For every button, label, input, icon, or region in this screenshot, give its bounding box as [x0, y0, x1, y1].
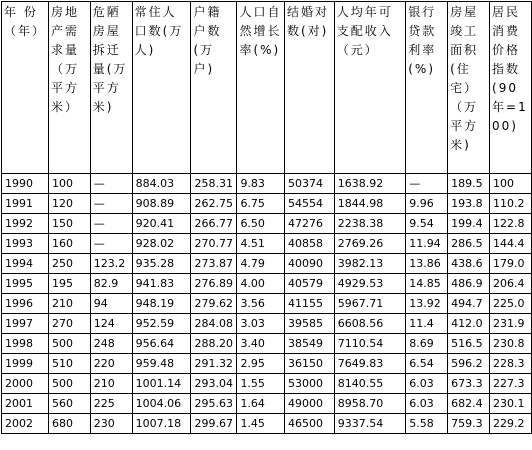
table-cell: 959.48	[132, 354, 191, 374]
table-cell: 299.67	[191, 414, 237, 434]
table-cell: 1638.92	[334, 174, 405, 194]
table-cell: 279.62	[191, 294, 237, 314]
year-cell: 1995	[2, 274, 49, 294]
table-cell: —	[90, 194, 132, 214]
table-cell: 956.64	[132, 334, 191, 354]
table-cell: 9337.54	[334, 414, 405, 434]
table-cell: 494.7	[448, 294, 490, 314]
table-cell: 228.3	[490, 354, 532, 374]
table-cell: 500	[49, 374, 91, 394]
table-cell: 2.95	[237, 354, 285, 374]
table-cell: 438.6	[448, 254, 490, 274]
table-cell: —	[90, 214, 132, 234]
table-cell: 229.2	[490, 414, 532, 434]
table-row	[2, 194, 532, 214]
header-cell: 人口自然增长率(%)	[237, 2, 285, 174]
table-cell: 7649.83	[334, 354, 405, 374]
table-cell: 6.03	[406, 394, 448, 414]
table-cell: 682.4	[448, 394, 490, 414]
table-cell: 1004.06	[132, 394, 191, 414]
table-cell: 9.54	[406, 214, 448, 234]
table-row	[2, 294, 532, 314]
table-cell: 8140.55	[334, 374, 405, 394]
table-cell: —	[90, 234, 132, 254]
table-cell: 9.96	[406, 194, 448, 214]
table-row	[2, 254, 532, 274]
table-row	[2, 174, 532, 194]
table-cell: 225	[90, 394, 132, 414]
table-cell: 11.94	[406, 234, 448, 254]
table-cell: 210	[90, 374, 132, 394]
table-cell: 9.83	[237, 174, 285, 194]
table-cell: 3.56	[237, 294, 285, 314]
table-row	[2, 314, 532, 334]
table-cell: 293.04	[191, 374, 237, 394]
table-cell: 199.4	[448, 214, 490, 234]
table-cell: 262.75	[191, 194, 237, 214]
table-cell: 1001.14	[132, 374, 191, 394]
table-cell: 510	[49, 354, 91, 374]
header-cell: 房屋竣工面积(住宅）（万平方米)	[448, 2, 490, 174]
table-cell: 94	[90, 294, 132, 314]
year-cell: 2002	[2, 414, 49, 434]
table-cell: 4929.53	[334, 274, 405, 294]
table-cell: 4.51	[237, 234, 285, 254]
table-cell: 6.75	[237, 194, 285, 214]
year-cell: 1992	[2, 214, 49, 234]
header-cell: 户籍户数(万户)	[191, 2, 237, 174]
table-cell: 5967.71	[334, 294, 405, 314]
table-cell: 1.55	[237, 374, 285, 394]
table-cell: 270	[49, 314, 91, 334]
table-cell: 486.9	[448, 274, 490, 294]
table-cell: 54554	[284, 194, 334, 214]
table-row	[2, 334, 532, 354]
table-cell: 6.54	[406, 354, 448, 374]
table-cell: 230	[90, 414, 132, 434]
table-cell: 14.85	[406, 274, 448, 294]
year-cell: 1997	[2, 314, 49, 334]
table-cell: 179.0	[490, 254, 532, 274]
table-cell: 2238.38	[334, 214, 405, 234]
table-cell: 2769.26	[334, 234, 405, 254]
table-row	[2, 214, 532, 234]
table-cell: 13.86	[406, 254, 448, 274]
header-cell: 年 份（年）	[2, 2, 49, 174]
table-cell: 36150	[284, 354, 334, 374]
table-cell: 40090	[284, 254, 334, 274]
table-cell: 82.9	[90, 274, 132, 294]
year-cell: 1993	[2, 234, 49, 254]
table-cell: 110.2	[490, 194, 532, 214]
table-cell: 286.5	[448, 234, 490, 254]
table-row	[2, 394, 532, 414]
data-table	[1, 1, 532, 434]
table-cell: 759.3	[448, 414, 490, 434]
table-cell: 412.0	[448, 314, 490, 334]
table-cell: 560	[49, 394, 91, 414]
table-cell: 270.77	[191, 234, 237, 254]
table-cell: 291.32	[191, 354, 237, 374]
header-cell: 危陋房屋拆迁量(万平方米)	[90, 2, 132, 174]
table-cell: 6.03	[406, 374, 448, 394]
header-cell: 人均年可支配收入（元）	[334, 2, 405, 174]
year-cell: 1998	[2, 334, 49, 354]
table-cell: 952.59	[132, 314, 191, 334]
table-cell: 195	[49, 274, 91, 294]
table-cell: 231.9	[490, 314, 532, 334]
header-cell: 房地产需求量（万平方米）	[49, 2, 91, 174]
table-cell: 46500	[284, 414, 334, 434]
table-cell: 295.63	[191, 394, 237, 414]
table-row	[2, 274, 532, 294]
table-cell: 40579	[284, 274, 334, 294]
table-cell: 122.8	[490, 214, 532, 234]
table-cell: 120	[49, 194, 91, 214]
table-cell: 4.79	[237, 254, 285, 274]
table-cell: 150	[49, 214, 91, 234]
table-cell: 50374	[284, 174, 334, 194]
table-cell: 266.77	[191, 214, 237, 234]
table-cell: 4.00	[237, 274, 285, 294]
table-cell: 680	[49, 414, 91, 434]
table-cell: 1007.18	[132, 414, 191, 434]
table-cell: 193.8	[448, 194, 490, 214]
year-cell: 2000	[2, 374, 49, 394]
year-cell: 1994	[2, 254, 49, 274]
table-cell: 1.64	[237, 394, 285, 414]
table-cell: 230.1	[490, 394, 532, 414]
table-cell: 516.5	[448, 334, 490, 354]
table-cell: 3982.13	[334, 254, 405, 274]
table-cell: 13.92	[406, 294, 448, 314]
table-cell: 673.3	[448, 374, 490, 394]
table-cell: 227.3	[490, 374, 532, 394]
table-cell: 935.28	[132, 254, 191, 274]
table-cell: 49000	[284, 394, 334, 414]
table-cell: 6.50	[237, 214, 285, 234]
header-cell: 居民消费价格指数(90年=100)	[490, 2, 532, 174]
year-cell: 2001	[2, 394, 49, 414]
table-cell: 230.8	[490, 334, 532, 354]
table-body	[2, 174, 532, 434]
table-cell: 276.89	[191, 274, 237, 294]
table-cell: 206.4	[490, 274, 532, 294]
table-cell: 41155	[284, 294, 334, 314]
table-cell: 123.2	[90, 254, 132, 274]
table-cell: 210	[49, 294, 91, 314]
table-cell: 250	[49, 254, 91, 274]
year-cell: 1999	[2, 354, 49, 374]
header-cell: 结婚对数(对)	[284, 2, 334, 174]
table-header	[2, 2, 532, 174]
table-cell: 284.08	[191, 314, 237, 334]
table-cell: 100	[49, 174, 91, 194]
table-cell: 189.5	[448, 174, 490, 194]
year-cell: 1996	[2, 294, 49, 314]
table-cell: 38549	[284, 334, 334, 354]
table-cell: 40858	[284, 234, 334, 254]
table-cell: 5.58	[406, 414, 448, 434]
table-cell: 100	[490, 174, 532, 194]
header-row	[2, 2, 532, 174]
table-row	[2, 234, 532, 254]
table-cell: 941.83	[132, 274, 191, 294]
table-row	[2, 414, 532, 434]
table-row	[2, 354, 532, 374]
table-cell: 8958.70	[334, 394, 405, 414]
table-cell: 11.4	[406, 314, 448, 334]
table-row	[2, 374, 532, 394]
table-cell: 908.89	[132, 194, 191, 214]
table-cell: 225.0	[490, 294, 532, 314]
table-cell: 7110.54	[334, 334, 405, 354]
table-cell: 220	[90, 354, 132, 374]
table-cell: 948.19	[132, 294, 191, 314]
table-cell: 6608.56	[334, 314, 405, 334]
table-cell: 39585	[284, 314, 334, 334]
table-cell: —	[90, 174, 132, 194]
table-cell: 3.40	[237, 334, 285, 354]
table-cell: 248	[90, 334, 132, 354]
table-cell: 1844.98	[334, 194, 405, 214]
table-cell: 8.69	[406, 334, 448, 354]
table-cell: 3.03	[237, 314, 285, 334]
table-cell: 596.2	[448, 354, 490, 374]
table-cell: 1.45	[237, 414, 285, 434]
table-cell: 920.41	[132, 214, 191, 234]
year-cell: 1991	[2, 194, 49, 214]
table-cell: 47276	[284, 214, 334, 234]
table-cell: 160	[49, 234, 91, 254]
table-cell: 884.03	[132, 174, 191, 194]
table-cell: 53000	[284, 374, 334, 394]
table-cell: 288.20	[191, 334, 237, 354]
year-cell: 1990	[2, 174, 49, 194]
table-cell: 500	[49, 334, 91, 354]
header-cell: 银行贷款利率(%)	[406, 2, 448, 174]
table-cell: —	[406, 174, 448, 194]
table-cell: 124	[90, 314, 132, 334]
header-cell: 常住人口数(万人)	[132, 2, 191, 174]
table-cell: 273.87	[191, 254, 237, 274]
table-cell: 144.4	[490, 234, 532, 254]
table-cell: 928.02	[132, 234, 191, 254]
table-cell: 258.31	[191, 174, 237, 194]
